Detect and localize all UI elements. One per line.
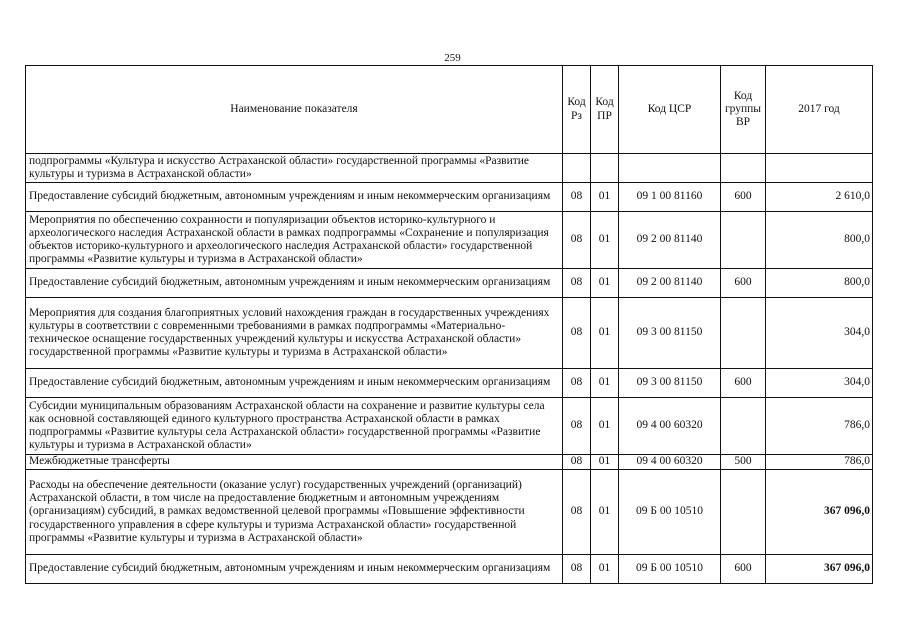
row-csr: 09 4 00 60320	[619, 455, 721, 470]
row-csr: 09 4 00 60320	[619, 398, 721, 455]
row-rz: 08	[563, 369, 591, 398]
row-pr: 01	[591, 470, 619, 555]
row-pr	[591, 154, 619, 183]
row-rz: 08	[563, 269, 591, 298]
row-pr: 01	[591, 298, 619, 369]
row-name: Предоставление субсидий бюджетным, автономным учреждениям и иным некоммерческим организациям	[26, 555, 563, 584]
row-value: 367 096,0	[766, 470, 873, 555]
page-number: 259	[444, 52, 461, 64]
table-row	[26, 470, 873, 555]
row-rz: 08	[563, 183, 591, 212]
row-pr: 01	[591, 212, 619, 269]
row-vr: 600	[721, 183, 766, 212]
row-value	[766, 154, 873, 183]
row-rz	[563, 154, 591, 183]
row-value: 2 610,0	[766, 183, 873, 212]
row-name: Предоставление субсидий бюджетным, автономным учреждениям и иным некоммерческим организациям	[26, 269, 563, 298]
row-value: 800,0	[766, 212, 873, 269]
header-rz: Код Рз	[563, 66, 591, 154]
table-row	[26, 455, 873, 470]
row-pr: 01	[591, 369, 619, 398]
row-vr	[721, 470, 766, 555]
row-vr	[721, 212, 766, 269]
row-csr: 09 2 00 81140	[619, 212, 721, 269]
row-vr	[721, 398, 766, 455]
header-csr: Код ЦСР	[619, 66, 721, 154]
row-csr: 09 Б 00 10510	[619, 470, 721, 555]
table-row	[26, 555, 873, 584]
row-value: 786,0	[766, 398, 873, 455]
row-csr: 09 1 00 81160	[619, 183, 721, 212]
row-csr	[619, 154, 721, 183]
row-value: 304,0	[766, 298, 873, 369]
row-value: 786,0	[766, 455, 873, 470]
row-rz: 08	[563, 298, 591, 369]
table-row	[26, 183, 873, 212]
row-value: 304,0	[766, 369, 873, 398]
header-year: 2017 год	[766, 66, 873, 154]
header-name: Наименование показателя	[26, 66, 563, 154]
row-rz: 08	[563, 555, 591, 584]
row-csr: 09 3 00 81150	[619, 369, 721, 398]
row-name: Мероприятия по обеспечению сохранности и популяризации объектов историко-культурного и археологического наследия Астраханской области в рамках подпрограммы «Сохранение и популяризация объектов историко-культурного и археологического наследия Астраханской области» государственной программы «Развитие культуры и туризма в Астраханской области»	[26, 212, 563, 269]
row-vr: 600	[721, 555, 766, 584]
row-vr	[721, 154, 766, 183]
row-name: подпрограммы «Культура и искусство Астраханской области» государственной программы «Развитие культуры и туризма в Астраханской области»	[26, 154, 563, 183]
row-vr: 600	[721, 269, 766, 298]
row-csr: 09 3 00 81150	[619, 298, 721, 369]
row-value: 800,0	[766, 269, 873, 298]
row-name: Межбюджетные трансферты	[26, 455, 563, 470]
header-vr: Код группы ВР	[721, 66, 766, 154]
table-row	[26, 369, 873, 398]
table-row	[26, 212, 873, 269]
row-csr: 09 Б 00 10510	[619, 555, 721, 584]
row-pr: 01	[591, 183, 619, 212]
table-row	[26, 398, 873, 455]
row-pr: 01	[591, 455, 619, 470]
table-row	[26, 298, 873, 369]
row-csr: 09 2 00 81140	[619, 269, 721, 298]
row-value: 367 096,0	[766, 555, 873, 584]
row-name: Предоставление субсидий бюджетным, автономным учреждениям и иным некоммерческим организациям	[26, 369, 563, 398]
row-rz: 08	[563, 455, 591, 470]
row-name: Мероприятия для создания благоприятных условий нахождения граждан в государственных учреждениях культуры в соответствии с современными требованиями в рамках подпрограммы «Материально-техническое оснащение государственных учреждений культуры и искусства Астраханской области» государственной программы «Развитие культуры и туризма в Астраханской области»	[26, 298, 563, 369]
row-rz: 08	[563, 212, 591, 269]
row-pr: 01	[591, 269, 619, 298]
row-pr: 01	[591, 398, 619, 455]
row-name: Субсидии муниципальным образованиям Астраханской области на сохранение и развитие культуры села как основной составляющей единого культурного пространства Астраханской области в рамках подпрограммы «Развитие культуры села Астраханской области» государственной программы «Развитие культуры и туризма в Астраханской области»	[26, 398, 563, 455]
row-vr: 600	[721, 369, 766, 398]
table-row	[26, 154, 873, 183]
budget-table	[25, 65, 873, 584]
row-name: Расходы на обеспечение деятельности (оказание услуг) государственных учреждений (организаций) Астраханской области, в том числе на предоставление бюджетным и автономным учреждениям (организациям) субсидий, в рамках ведомственной целевой программы «Повышение эффективности государственного управления в сфере культуры и туризма Астраханской области» государственной программы «Развитие культуры и туризма в Астраханской области»	[26, 470, 563, 555]
row-name: Предоставление субсидий бюджетным, автономным учреждениям и иным некоммерческим организациям	[26, 183, 563, 212]
row-pr: 01	[591, 555, 619, 584]
row-vr: 500	[721, 455, 766, 470]
row-vr	[721, 298, 766, 369]
table-row	[26, 269, 873, 298]
table-header-row	[26, 66, 873, 154]
row-rz: 08	[563, 398, 591, 455]
row-rz: 08	[563, 470, 591, 555]
header-pr: Код ПР	[591, 66, 619, 154]
